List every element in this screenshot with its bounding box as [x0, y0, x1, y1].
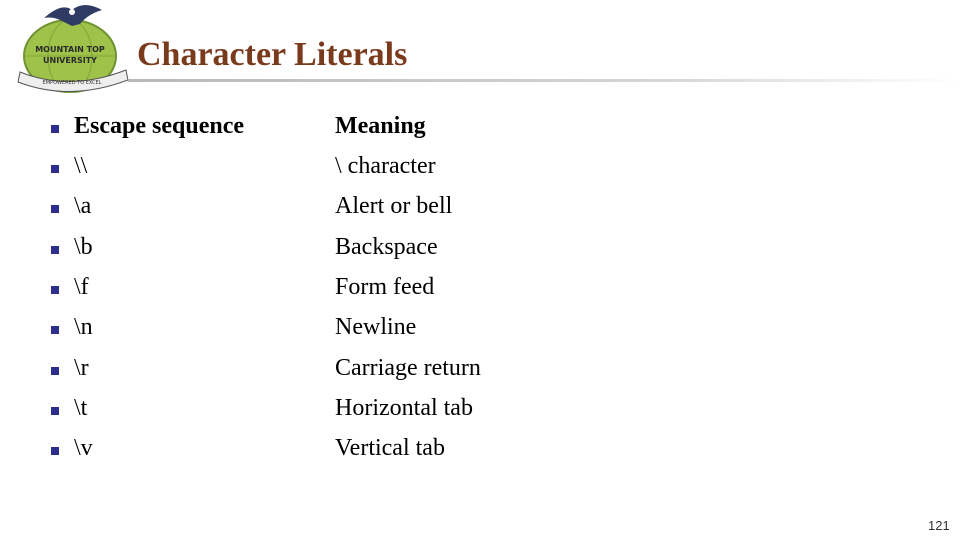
bullet-icon — [51, 447, 59, 455]
table-row — [0, 432, 960, 472]
slide-title: Character Literals — [137, 36, 408, 73]
bullet-icon — [51, 367, 59, 375]
logo-bottom-text: UNIVERSITY — [43, 56, 97, 65]
bullet-icon — [51, 205, 59, 213]
table-row — [0, 150, 960, 190]
table-row — [0, 231, 960, 271]
meaning-cell: \ character — [335, 153, 436, 179]
bullet-icon — [51, 125, 59, 133]
escape-cell: \b — [74, 234, 93, 260]
escape-cell: \t — [74, 395, 88, 421]
university-logo — [6, 0, 136, 100]
title-divider — [128, 79, 960, 82]
meaning-cell: Vertical tab — [335, 435, 445, 461]
escape-cell: \\ — [74, 153, 88, 179]
table-row — [0, 392, 960, 432]
table-row — [0, 271, 960, 311]
bullet-icon — [51, 286, 59, 294]
meaning-cell: Horizontal tab — [335, 395, 473, 421]
table-row — [0, 190, 960, 230]
escape-cell: \v — [74, 435, 93, 461]
logo-motto: EMPOWERED TO EXCEL — [42, 80, 102, 86]
logo-top-text: MOUNTAIN TOP — [35, 45, 105, 54]
escape-cell: \a — [74, 193, 92, 219]
bullet-icon — [51, 165, 59, 173]
page-number: 121 — [928, 518, 950, 533]
escape-cell: \f — [74, 274, 89, 300]
bullet-icon — [51, 326, 59, 334]
bullet-icon — [51, 407, 59, 415]
table-row — [0, 352, 960, 392]
meaning-cell: Form feed — [335, 274, 435, 300]
escape-header: Escape sequence — [74, 113, 244, 139]
table-header-row — [0, 110, 960, 150]
meaning-header: Meaning — [335, 113, 426, 139]
escape-cell: \n — [74, 314, 93, 340]
escape-cell: \r — [74, 355, 89, 381]
bullet-icon — [51, 246, 59, 254]
meaning-cell: Newline — [335, 314, 417, 340]
meaning-cell: Carriage return — [335, 355, 481, 381]
table-row — [0, 311, 960, 351]
meaning-cell: Alert or bell — [335, 193, 453, 219]
meaning-cell: Backspace — [335, 234, 438, 260]
